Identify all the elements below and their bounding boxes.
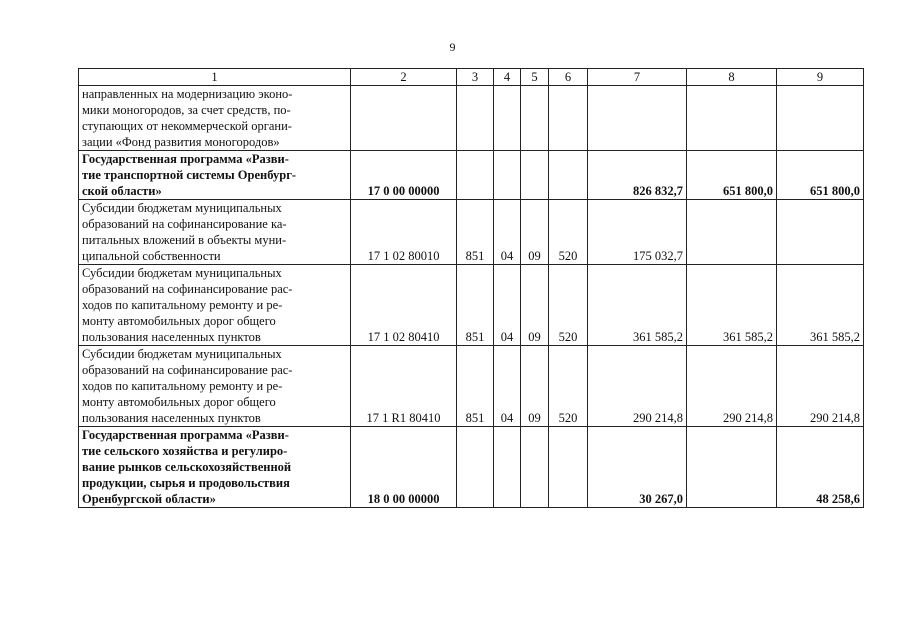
row-amount-col8 [687, 427, 777, 508]
row-ministry-cell [457, 151, 494, 200]
row-name-line: ступающих от некоммерческой органи- [82, 119, 292, 133]
header-row [79, 69, 864, 86]
row-expense-type-cell [549, 427, 588, 508]
row-code-cell: 18 0 00 00000 [351, 427, 457, 508]
table-row [79, 427, 864, 508]
row-name-line: направленных на модернизацию эконо- [82, 87, 293, 101]
row-name-line: ходов по капитальному ремонту и ре- [82, 379, 283, 393]
row-code-cell: 17 0 00 00000 [351, 151, 457, 200]
row-amount-col8: 361 585,2 [687, 265, 777, 346]
row-name-line: ской области» [82, 184, 162, 198]
row-name-line: Субсидии бюджетам муниципальных [82, 347, 282, 361]
row-amount-col7: 290 214,8 [588, 346, 687, 427]
row-name-line: образований на софинансирование ка- [82, 217, 287, 231]
col-header-9: 9 [777, 69, 864, 86]
row-amount-col8: 290 214,8 [687, 346, 777, 427]
table-row [79, 265, 864, 346]
row-name-cell [79, 86, 351, 151]
row-ministry-cell: 851 [457, 265, 494, 346]
row-name-line: образований на софинансирование рас- [82, 363, 293, 377]
row-ministry-cell [457, 427, 494, 508]
table-body [79, 86, 864, 508]
col-header-3: 3 [457, 69, 494, 86]
row-section-cell [494, 86, 521, 151]
row-name-line: Субсидии бюджетам муниципальных [82, 201, 282, 215]
row-name-line: тие транспортной системы Оренбург- [82, 168, 297, 182]
row-name-line: питальных вложений в объекты муни- [82, 233, 287, 247]
row-amount-col7: 175 032,7 [588, 200, 687, 265]
row-expense-type-cell [549, 151, 588, 200]
row-ministry-cell: 851 [457, 346, 494, 427]
row-amount-col9 [777, 200, 864, 265]
row-subsection-cell [521, 151, 549, 200]
row-section-cell: 04 [494, 265, 521, 346]
col-header-1: 1 [79, 69, 351, 86]
row-name-line: пользования населенных пунктов [82, 411, 261, 425]
row-ministry-cell: 851 [457, 200, 494, 265]
row-section-cell: 04 [494, 346, 521, 427]
col-header-7: 7 [588, 69, 687, 86]
row-code-cell: 17 1 02 80410 [351, 265, 457, 346]
row-name-line: Государственная программа «Разви- [82, 152, 289, 166]
row-subsection-cell: 09 [521, 346, 549, 427]
row-amount-col7: 30 267,0 [588, 427, 687, 508]
row-name-cell [79, 151, 351, 200]
row-name-line: пользования населенных пунктов [82, 330, 261, 344]
table-row [79, 86, 864, 151]
col-header-8: 8 [687, 69, 777, 86]
col-header-5: 5 [521, 69, 549, 86]
row-name-line: ходов по капитальному ремонту и ре- [82, 298, 283, 312]
row-name-line: монту автомобильных дорог общего [82, 314, 276, 328]
row-name-cell [79, 200, 351, 265]
row-code-cell: 17 1 02 80010 [351, 200, 457, 265]
row-name-line: тие сельского хозяйства и регулиро- [82, 444, 288, 458]
row-name-line: ципальной собственности [82, 249, 221, 263]
row-amount-col7: 361 585,2 [588, 265, 687, 346]
row-name-line: мики моногородов, за счет средств, по- [82, 103, 291, 117]
row-name-line: образований на софинансирование рас- [82, 282, 293, 296]
table-row [79, 151, 864, 200]
row-section-cell [494, 427, 521, 508]
row-amount-col9 [777, 86, 864, 151]
row-name-line: Субсидии бюджетам муниципальных [82, 266, 282, 280]
row-amount-col8 [687, 200, 777, 265]
row-name-line: Государственная программа «Разви- [82, 428, 289, 442]
col-header-4: 4 [494, 69, 521, 86]
row-code-cell: 17 1 R1 80410 [351, 346, 457, 427]
row-amount-col8 [687, 86, 777, 151]
row-name-line: монту автомобильных дорог общего [82, 395, 276, 409]
row-section-cell [494, 151, 521, 200]
page-number: 9 [449, 40, 456, 54]
row-name-line: вание рынков сельскохозяйственной [82, 460, 292, 474]
row-subsection-cell: 09 [521, 265, 549, 346]
row-code-cell [351, 86, 457, 151]
row-amount-col9: 48 258,6 [777, 427, 864, 508]
row-ministry-cell [457, 86, 494, 151]
row-name-cell [79, 265, 351, 346]
col-header-6: 6 [549, 69, 588, 86]
budget-table [78, 68, 864, 508]
row-amount-col9: 290 214,8 [777, 346, 864, 427]
row-expense-type-cell [549, 86, 588, 151]
row-expense-type-cell: 520 [549, 200, 588, 265]
row-expense-type-cell: 520 [549, 346, 588, 427]
table-row [79, 200, 864, 265]
col-header-2: 2 [351, 69, 457, 86]
row-name-cell [79, 427, 351, 508]
row-amount-col9: 361 585,2 [777, 265, 864, 346]
row-name-cell [79, 346, 351, 427]
row-amount-col9: 651 800,0 [777, 151, 864, 200]
row-subsection-cell: 09 [521, 200, 549, 265]
row-amount-col7 [588, 86, 687, 151]
row-subsection-cell [521, 86, 549, 151]
row-subsection-cell [521, 427, 549, 508]
row-name-line: продукции, сырья и продовольствия [82, 476, 290, 490]
row-name-line: зации «Фонд развития моногородов» [82, 135, 280, 149]
row-name-line: Оренбургской области» [82, 492, 216, 506]
row-amount-col7: 826 832,7 [588, 151, 687, 200]
row-amount-col8: 651 800,0 [687, 151, 777, 200]
table-row [79, 346, 864, 427]
row-section-cell: 04 [494, 200, 521, 265]
row-expense-type-cell: 520 [549, 265, 588, 346]
